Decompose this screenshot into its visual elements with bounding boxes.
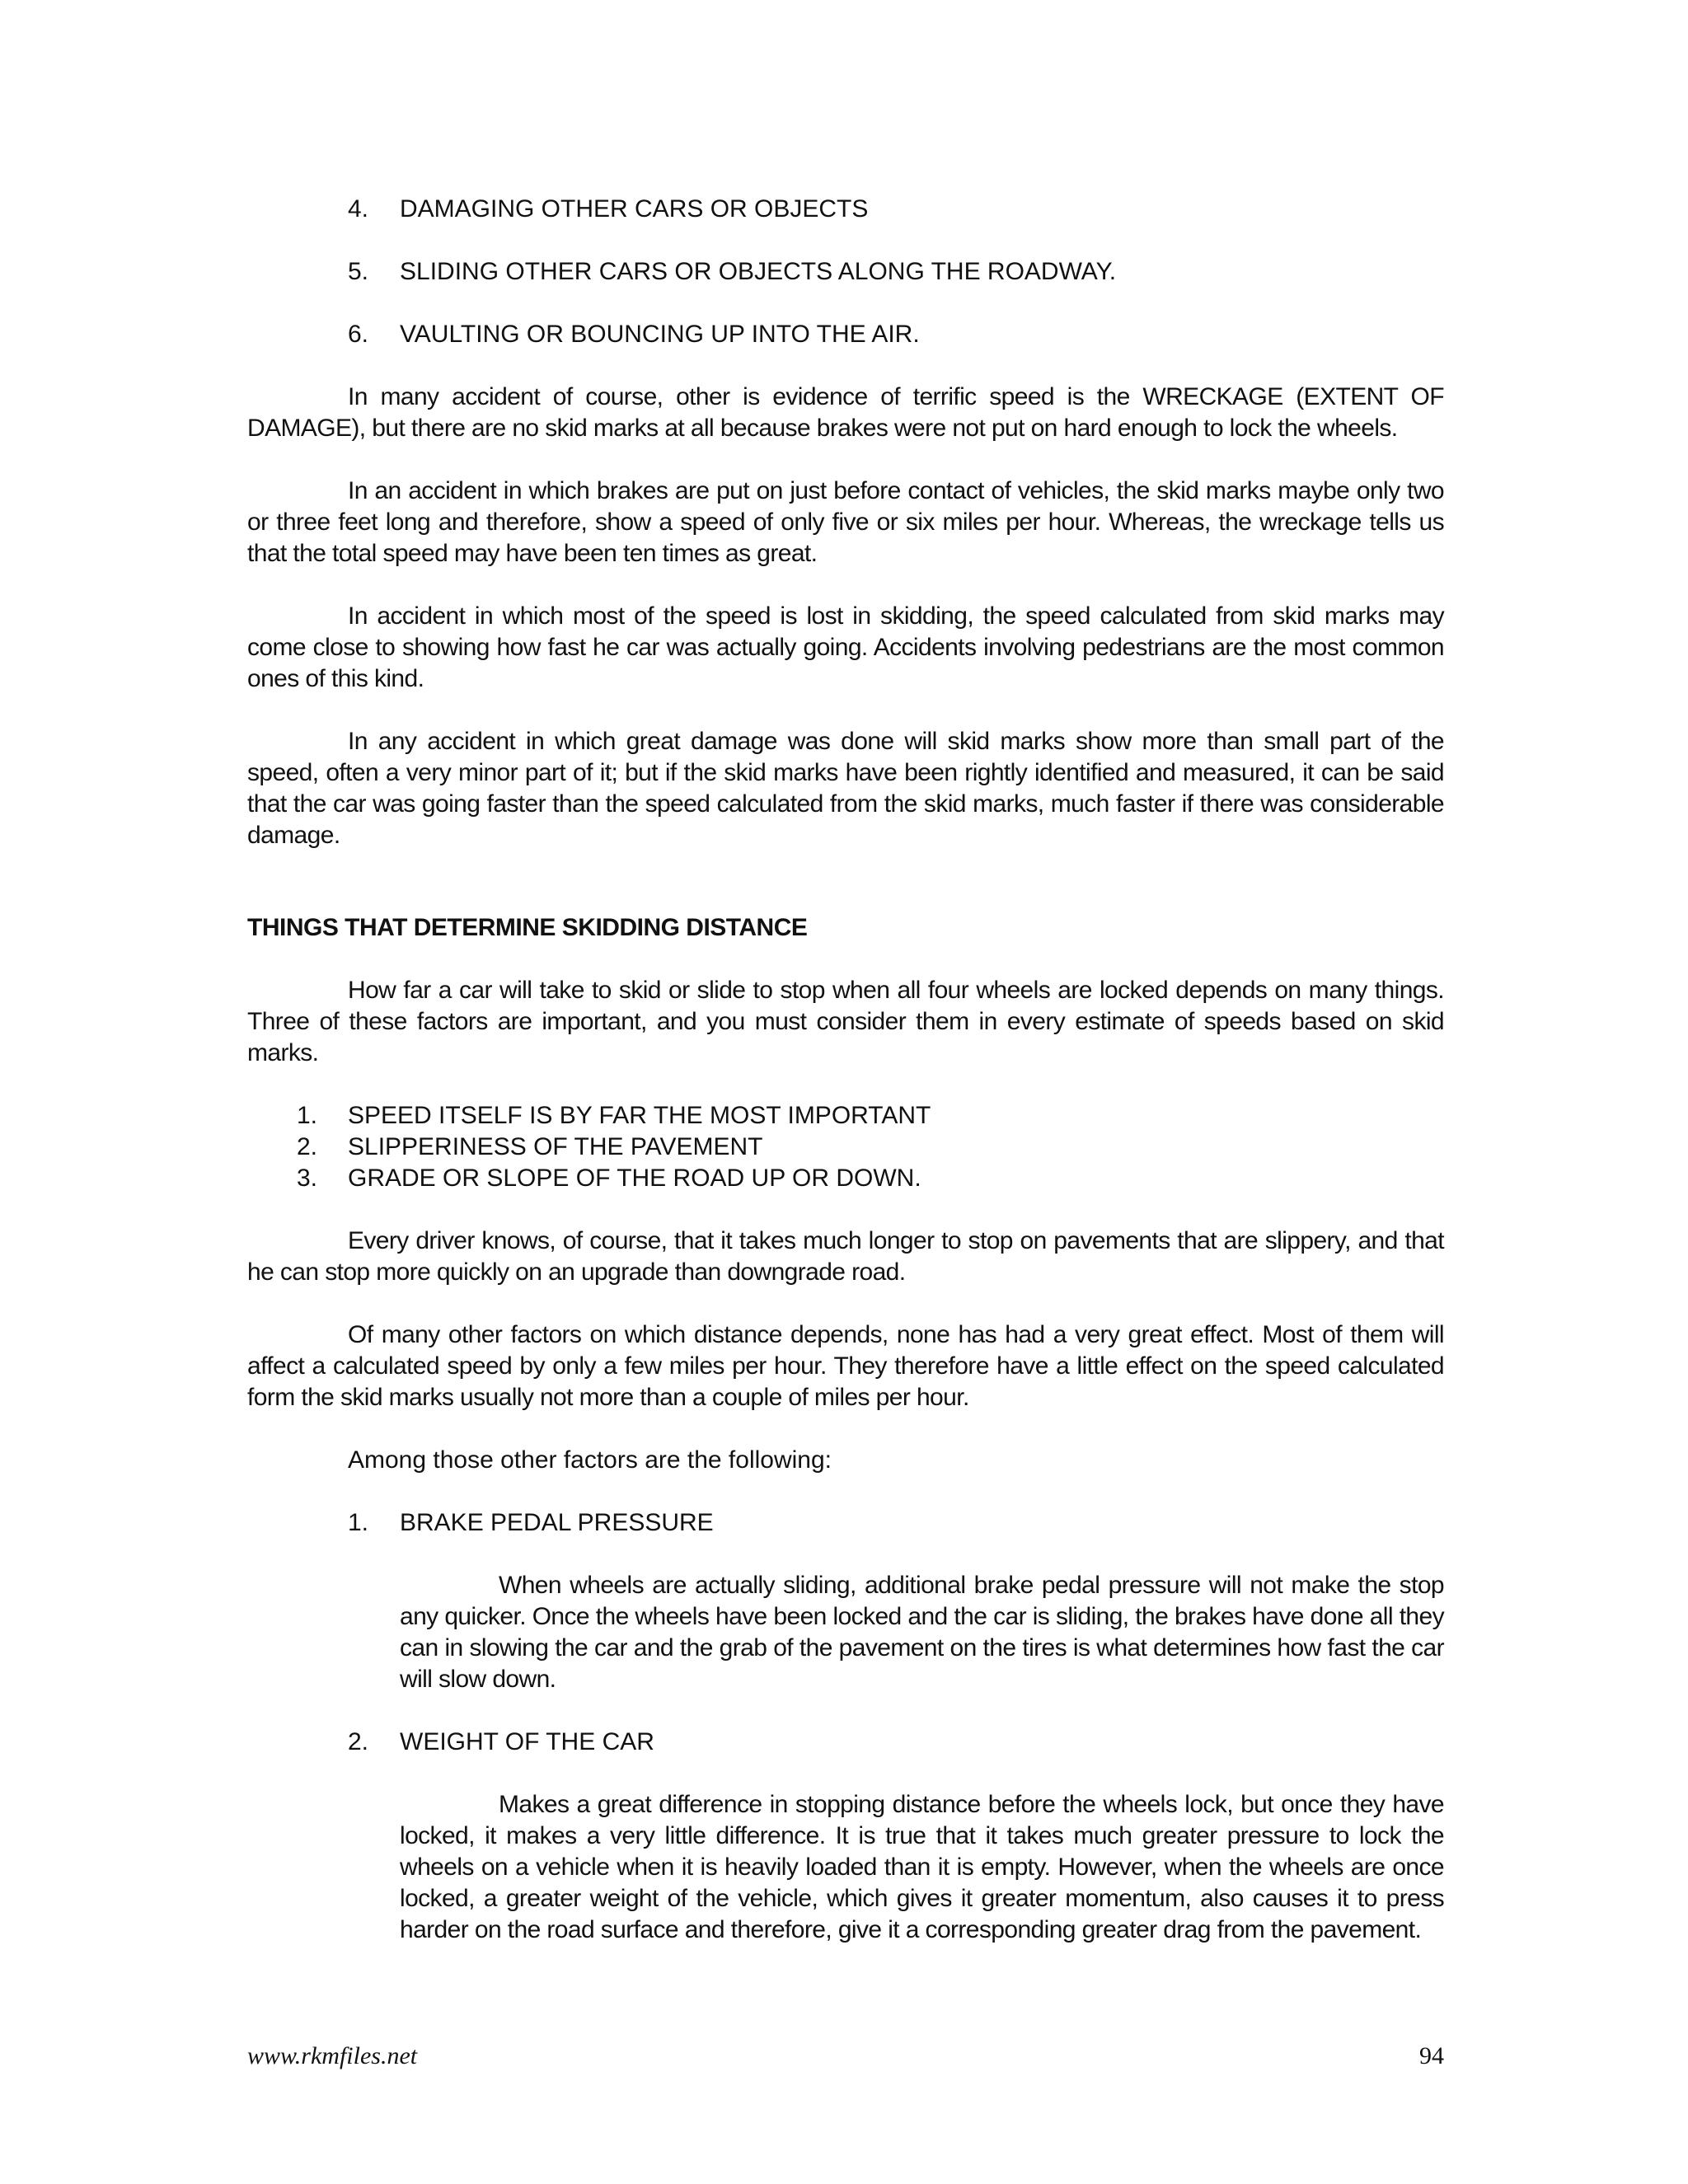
sub-paragraph: Makes a great difference in stopping distance before the wheels lock, but once they have locked, it makes a very little difference. It is true that it takes much greater pressure to lock the wheels on a vehicle when it is heavily loaded than it is empty. However, when the wheels are once locked, a greater weight of the vehicle, which gives it greater momentum, also causes it to press harder on the road surface and therefore, give it a corresponding greater drag from the pavement.: [400, 1791, 1444, 1943]
sub-heading: [247, 1727, 1444, 1758]
list-text: GRADE OR SLOPE OF THE ROAD UP OR DOWN.: [348, 1165, 921, 1192]
list-item: [247, 1132, 1444, 1163]
list-text: SPEED ITSELF IS BY FAR THE MOST IMPORTANT: [348, 1102, 931, 1129]
list-number: 1.: [348, 1509, 369, 1536]
sub-paragraph: When wheels are actually sliding, additional brake pedal pressure will not make the stop any quicker. Once the wheels have been locked and the car is sliding, the brakes have done all they can in slowing the car and the grab of the pavement on the tires is what determines how fast the car will slow down.: [400, 1572, 1444, 1693]
footer-website: www.rkmfiles.net: [247, 2042, 418, 2069]
list-number: 3.: [297, 1165, 318, 1192]
list-number: 2.: [297, 1133, 318, 1160]
list-text: BRAKE PEDAL PRESSURE: [400, 1509, 714, 1536]
paragraph: Among those other factors are the following:: [348, 1446, 832, 1474]
paragraph: In many accident of course, other is evidence of terrific speed is the WRECKAGE (EXTENT OF DAMAGE), but there are no skid marks at all because brakes were not put on hard enough to lock the wheels.: [247, 383, 1444, 442]
list-item: [247, 1100, 1444, 1132]
paragraph: How far a car will take to skid or slide to stop when all four wheels are locked depends on many things. Three of these factors are important, and you must consider them in every estimate of speeds based on skid marks.: [247, 977, 1444, 1066]
list-text: SLIPPERINESS OF THE PAVEMENT: [348, 1133, 763, 1160]
list-number: 2.: [348, 1728, 369, 1755]
list-number: 1.: [297, 1102, 318, 1129]
list-text: VAULTING OR BOUNCING UP INTO THE AIR.: [400, 321, 920, 348]
list-item: [247, 319, 1444, 350]
list-number: 4.: [348, 195, 369, 223]
section-heading: THINGS THAT DETERMINE SKIDDING DISTANCE: [247, 914, 808, 941]
paragraph: In an accident in which brakes are put on just before contact of vehicles, the skid marks maybe only two or three feet long and therefore, show a speed of only five or six miles per hour. Whereas, the wreckage tells us that the total speed may have been ten times as great.: [247, 477, 1444, 567]
list-number: 6.: [348, 321, 369, 348]
paragraph: Every driver knows, of course, that it takes much longer to stop on pavements that are slippery, and that he can stop more quickly on an upgrade than downgrade road.: [247, 1227, 1444, 1286]
page-content: [247, 194, 1444, 1977]
sub-heading: [247, 1507, 1444, 1539]
list-item: [247, 194, 1444, 225]
paragraph: In accident in which most of the speed is lost in skidding, the speed calculated from skid marks may come close to showing how fast he car was actually going. Accidents involving pedestrians are the most common ones of this kind.: [247, 602, 1444, 692]
list-item: [247, 256, 1444, 288]
list-text: WEIGHT OF THE CAR: [400, 1728, 654, 1755]
page-number: 94: [1419, 2042, 1444, 2069]
list-text: SLIDING OTHER CARS OR OBJECTS ALONG THE ROADWAY.: [400, 258, 1117, 285]
list-item: [247, 1163, 1444, 1194]
list-text: DAMAGING OTHER CARS OR OBJECTS: [400, 195, 869, 223]
top-numbered-list: [247, 194, 1444, 350]
list-number: 5.: [348, 258, 369, 285]
factor-list: [247, 1100, 1444, 1194]
paragraph: Of many other factors on which distance depends, none has had a very great effect. Most of them will affect a calculated speed by only a few miles per hour. They therefore have a little effect on the speed calculated form the skid marks usually not more than a couple of miles per hour.: [247, 1321, 1444, 1411]
paragraph: In any accident in which great damage was done will skid marks show more than small part of the speed, often a very minor part of it; but if the skid marks have been rightly identified and measured, it can be said that the car was going faster than the speed calculated from the skid marks, much faster if there was considerable damage.: [247, 728, 1444, 849]
